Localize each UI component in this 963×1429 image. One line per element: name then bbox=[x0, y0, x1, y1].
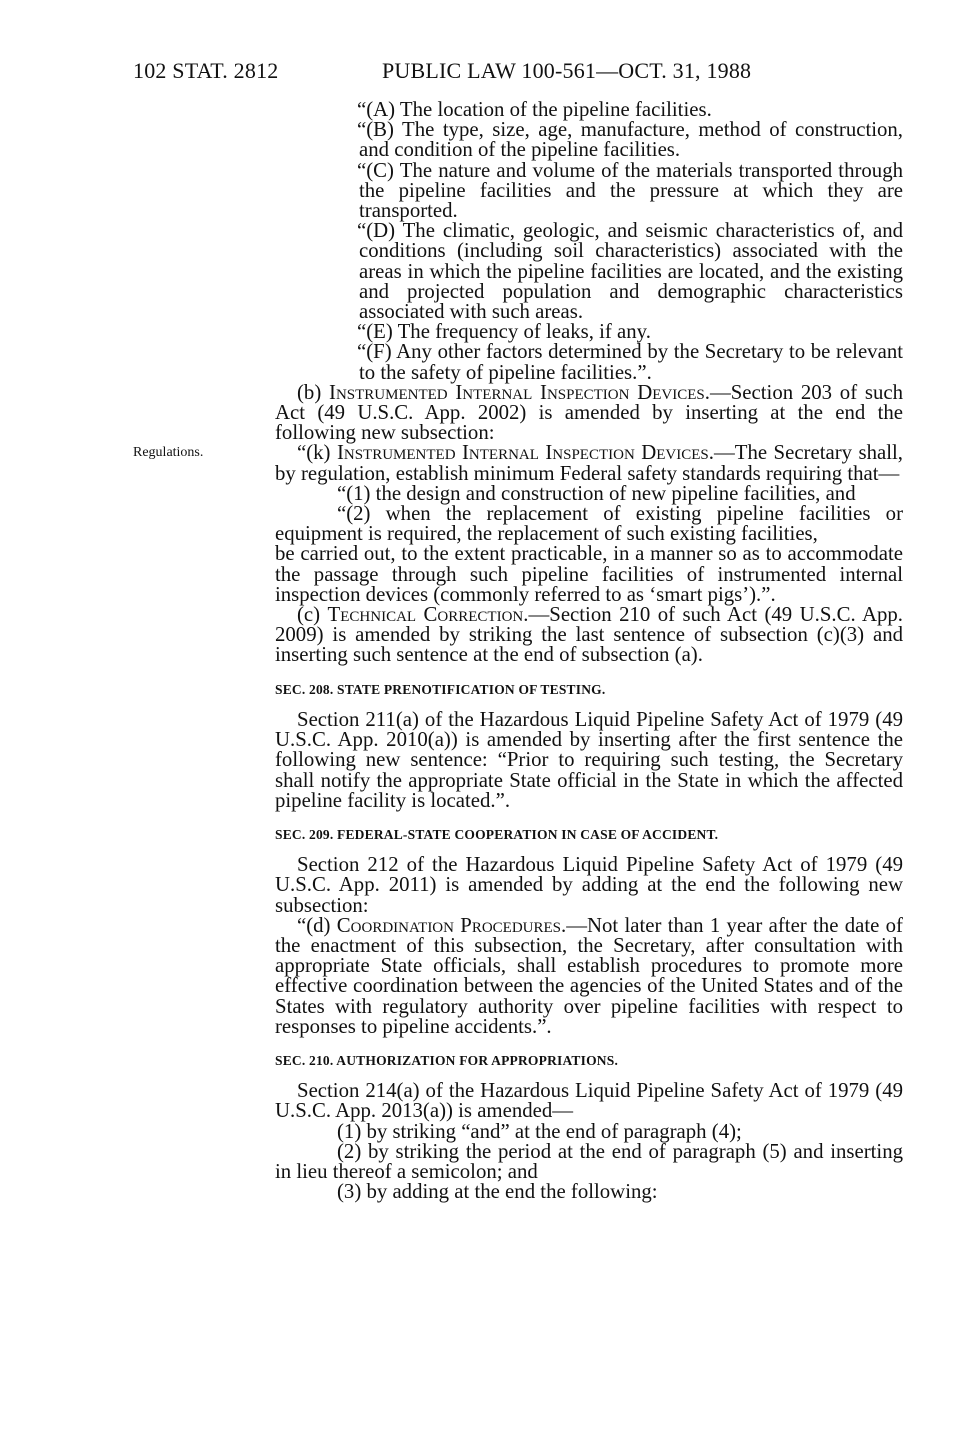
item-k1: “(1) the design and construction of new pipeline facilities, and bbox=[337, 481, 856, 505]
paragraph-e: “(E) The frequency of leaks, if any. bbox=[357, 320, 651, 344]
margin-note-regulations: Regulations. bbox=[133, 445, 204, 460]
subsection-b bbox=[275, 380, 904, 445]
paragraph-c: “(C) The nature and volume of the materials transported through the pipeline facilities and the pressure at which they are transported. bbox=[357, 158, 903, 223]
subsection-c bbox=[275, 605, 903, 666]
section-208-text: Section 211(a) of the Hazardous Liquid Pipeline Safety Act of 1979 (49 U.S.C. App. 2010(a)) is amended by inserting after the first sentence the following new sentence: “Prior to requiring such testing, the Secretary shall notify the appropriate State official in the State in which the affected pipeline facility is located.”. bbox=[275, 707, 903, 812]
subsection-b-heading: Instrumented Internal Inspection Devices. bbox=[329, 380, 710, 404]
section-209-heading: SEC. 209. FEDERAL-STATE COOPERATION IN CASE OF ACCIDENT. bbox=[275, 826, 719, 842]
section-210-heading: SEC. 210. AUTHORIZATION FOR APPROPRIATIONS. bbox=[275, 1052, 619, 1068]
subsection-d bbox=[275, 913, 903, 1038]
paragraph-b: “(B) The type, size, age, manufacture, method of construction, and condition of the pipeline facilities. bbox=[357, 118, 903, 162]
item-k2: “(2) when the replacement of existing pipeline facilities or equipment is required, the replacement of such existing facilities, bbox=[275, 502, 903, 546]
item-210-1: (1) by striking “and” at the end of paragraph (4); bbox=[337, 1119, 742, 1143]
section-210-text: Section 214(a) of the Hazardous Liquid Pipeline Safety Act of 1979 (49 U.S.C. App. 2013(a)) is amended— bbox=[275, 1079, 903, 1123]
section-208-heading: SEC. 208. STATE PRENOTIFICATION OF TESTING. bbox=[275, 681, 606, 697]
subsection-k-text: —The Secretary shall, by regulation, establish minimum Federal safety standards requiring that— bbox=[275, 441, 903, 485]
item-210-2: (2) by striking the period at the end of paragraph (5) and inserting in lieu thereof a semicolon; and bbox=[275, 1139, 903, 1183]
stat-page-number: 102 STAT. 2812 bbox=[133, 58, 279, 83]
paragraph-f: “(F) Any other factors determined by the Secretary to be relevant to the safety of pipeline facilities.”. bbox=[357, 340, 903, 384]
subsection-d-lead: “(d) bbox=[297, 913, 337, 937]
subsection-k-lead: “(k) bbox=[297, 441, 337, 465]
subsection-c-heading: Technical Correction. bbox=[327, 603, 529, 627]
paragraph-d: “(D) The climatic, geologic, and seismic characteristics of, and conditions (including soil characteristics) associated with the areas in which the pipeline facilities are located, and the existing and projected population and demographic characteristics associated with such areas. bbox=[357, 219, 903, 324]
subsection-b-lead: (b) bbox=[297, 380, 330, 404]
subsection-d-heading: Coordination Procedures. bbox=[336, 913, 567, 937]
subsection-k bbox=[275, 443, 903, 483]
item-210-3: (3) by adding at the end the following: bbox=[337, 1180, 658, 1204]
subsection-k-tail: be carried out, to the extent practicable, in a manner so as to accommodate the passage through such pipeline facilities of instrumented internal inspection devices (commonly referred to as ‘smart pigs’).”. bbox=[275, 542, 903, 606]
running-header: PUBLIC LAW 100-561—OCT. 31, 1988 bbox=[382, 58, 752, 83]
subsection-d-text: —Not later than 1 year after the date of the enactment of this subsection, the Secretary, after consultation with appropriate State officials, shall establish procedures to promote more effective coordination between the agencies of the United States and of the States with regulatory authority over pipeline facilities with respect to responses to pipeline accidents.”. bbox=[275, 913, 903, 1038]
document-body bbox=[275, 100, 903, 1202]
subsection-b-text: —Section 203 of such Act (49 U.S.C. App. 2002) is amended by inserting at the end the following new subsection: bbox=[275, 380, 904, 445]
subsection-c-text: —Section 210 of such Act (49 U.S.C. App. 2009) is amended by striking the last sentence of subsection (c)(3) and inserting such sentence at the end of subsection (a). bbox=[275, 603, 903, 667]
paragraph-a: “(A) The location of the pipeline facilities. bbox=[357, 98, 712, 121]
subsection-c-lead: (c) bbox=[297, 603, 328, 627]
subsection-k-heading: Instrumented Internal Inspection Devices. bbox=[336, 441, 714, 465]
section-209-text: Section 212 of the Hazardous Liquid Pipeline Safety Act of 1979 (49 U.S.C. App. 2011) is amended by adding at the end the following new subsection: bbox=[275, 853, 903, 917]
